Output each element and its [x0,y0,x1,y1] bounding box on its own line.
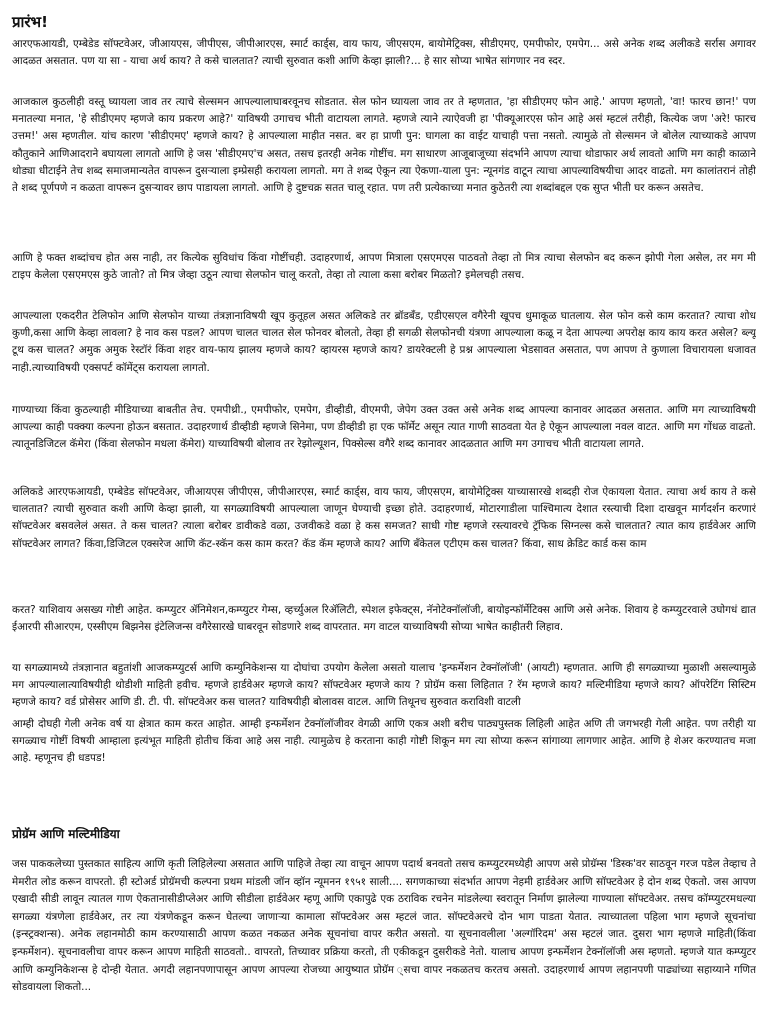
section-heading: प्रोग्रॅम आणि मल्टिमीडिया [12,827,120,841]
media-paragraph: गाण्याच्या किंवा कुठल्याही मीडियाच्या बाबतीत तेच. एमपीथ्री., एमपीफोर, एमपेग, डीव्हीडी, वीएमपी, जेपेग उक्त उक्त असे अनेक शब्द आपल्या कानावर आदळत असतात. आणि मग त्याच्याविषयी आपल्या काही पक्क्या कल्पना होऊन बसतात. उदाहरणार्थ डीव्हीडी म्हणजे सिनेमा, पण डीव्हीडी हा एक फॉर्मेट असून त्यात गाणी साठवता येत हे ऐकून आपल्याला नवल वाटत. आणि मग गोंधळ वाढतो. त्यातूनडिजिटल कॅमेरा (किंवा सेलफोन मधला कॅमेरा) याच्याविषयी बोलाव तर रेझोल्यूशन, पिक्सेल्स वगैरे शब्द कानावर आदळतात आणि मग उगाचच भीती वाटायला लागते. [12,404,756,451]
section-paragraph: जस पाककलेच्या पुस्तकात साहित्य आणि कृती लिहिलेल्या असतात आणि पाहिजे तेव्हा त्या वाचून आपण पदार्थ बनवतो तसच कम्प्युटरमध्येही आपण असे प्रोग्रॅम्स 'डिस्क'वर साठवून गरज पडेल तेव्हाच ते मेमरीत लोड करून वापरतो. ही स्टोअर्ड प्रोग्रॅमची कल्पना प्रथम मांडली जॉन व्हॉन न्यूमनन १९५१ साली.... सगणकाच्या संदर्भात आपण नेहमी हार्डवेअर आणि सॉफ्टवेअर हे दोन शब्द ऐकतो. जस आपण एखादी सीडी लावून त्यातल गाण ऐकतानासीडीप्लेअर आणि सीडीला हार्डवेअर म्हणू आणि एकापुढे एक ठराविक रचनेन मांडलेल्या स्वरातून निर्माण झालेल्या गाण्याला सॉफ्टवेअर. तसच कॉम्प्युटरमधल्या सगळ्या यंत्रणेला हार्डवेअर, तर त्या यंत्रणेकडून करून घेतल्या जाणाऱ्या कामाला सॉफ्टवेअर अस म्हटलं जात. सॉफ्टवेअरचे दोन भाग पाडता येतात. त्याच्यातला पहिला भाग म्हणजे सूचनांचा (इन्स्ट्रक्शन्स). अनेक लहानमोठी काम करण्यासाठी आपण कळत नकळत अनेक सूचनांचा वापर करीत असतो. या सूचनावलीला 'अल्गॉरिदम' अस म्हटलं जात. दुसरा भाग म्हणजे माहिती(किंवा इन्फर्मेशन). सूचनावलीचा वापर करून आपण माहिती साठवतो.. वापरतो, तिच्यावर प्रक्रिया करतो, ती एकीकडून दुसरीकडे नेतो. यालाच आपण इन्फर्मेशन टेक्नॉलॉजी अस म्हणतो. म्हणजे यात कम्प्युटर आणि कम्युनिकेशन्स हे दोन्ही येतात. अगदी लहानपणापासून आपण आपल्या रोजच्या आयुष्यात प्रोग्रॅम ्सचा वापर नकळतच करतच असतो. उदाहरणार्थ आपण लहानपणी पाढ्यांच्या सहाय्याने गणित सोडवायला शिकतो... [12,858,756,994]
intro-paragraph: आरएफआयडी, एम्बेडेड सॉफ्टवेअर, जीआयएस, जीपीएस, जीपीआरएस, स्मार्ट कार्ड्स, वाय फाय, जीएसएम, बायोमेट्रिक्स, सीडीएमए, एमपीफोर, एमपेग... असे अनेक शब्द अलीकडे सर्रास अगावर आदळत असतात. पण या सा - याचा अर्थ काय? ते कसे चालतात? त्याची सुरुवात कशी आणि केव्हा झाली?... हे सार सोप्या भाषेत सांगणार नव स्दर. [12,38,756,68]
it-paragraph: या सगळ्यामध्ये तंत्रज्ञानात बहुतांशी आजकम्प्युटर्स आणि कम्युनिकेशन्स या दोघांचा उपयोग केलेला असतो यालाच 'इन्फर्मेशन टेक्नॉलॉजी' (आयटी) म्हणतात. आणि ही सगळ्याच्या मुळाशी असल्यामुळे मग आपल्यालात्याविषयीही थोडीशी माहिती हवीच. म्हणजे हार्डवेअर म्हणजे काय? सॉफ्टवेअर म्हणजे काय ? प्रोग्रॅम कसा लिहितात ? रॅम म्हणजे काय? मल्टिमीडिया म्हणजे काय? ऑपरेटिंग सिस्टिम म्हणजे काय? वर्ड प्रोसेसर आणि डी. टी. पी. सॉफ्टवेअर कस चालत? याविषयीही बोलावस वाटल. आणि तिथूनच सुरुवात कराविशी वाटली [12,662,756,709]
salesman-paragraph: आजकाल कुठलीही वस्तू घ्यायला जाव तर त्याचे सेल्समन आपल्यालाघाबरवूनच सोडतात. सेल फोन घ्यायला जाव तर ते म्हणतात, 'हा सीडीएमए फोन आहे.' आपण म्हणतो, 'वा! फारच छान!' पण मनातल्या मनात, 'हे सीडीएमए म्हणजे काय प्रकरण आहे?' याविषयी उगाचच भीती वाटायला लागते. म्हणजे त्याने त्याऐवजी हा 'पीक्यूआरएस फोन आहे असं म्हटलं तरीही, कित्येक जण 'अरे! फारच उत्तम!' अस म्हणतील. यांच कारण 'सीडीएमए' म्हणजे काय? हे आपल्याला माहीत नसत. बर हा प्राणी पुन: घागला का वाईट याचाही पत्ता नसतो. त्यामुळे तो सेल्समन जे बोलेल त्याच्याकडे आपण कौतुकाने आणिआदराने बघायला लागतो आणि हे जस 'सीडीएमए'च असत, तसच इतरही अनेक गोष्टींच. मग साधारण आजूबाजूच्या संदर्भाने आपण त्याचा थोडाफार अर्थ लावतो आणि मग काही काळाने थोड्या धीटाईने तेच शब्द समाजमान्यतेत वापरून दुसऱ्याला इम्प्रेसही करायला लागतो. मग ते शब्द ऐकून त्या ऐकणा-याला पुन: न्यूनगंड वाटून त्याचा आपल्याविषयीचा आदर वाढतो. मग कालांतरानं तोही ते शब्द पूर्णपणे न कळता वापरून दुसऱ्यावर छाप पाडायला लागतो. आणि हे दुष्टचक्र सतत चालू रहात. पण तरी प्रत्येकाच्या मनात कुठेतरी त्या शब्दांबद्दल एक सुप्त भीती घर करून असतेच. [12,96,756,195]
computer-topics-paragraph: करत? याशिवाय असख्य गोष्टी आहेत. कम्प्युटर ॲनिमेशन,कम्प्युटर गेम्स, व्हर्च्युअल रिॲलिटी, स्पेशल इफेक्ट्स, नॅनोटेक्नॉलॉजी, बायोइन्फॉर्मेटिक्स आणि असे अनेक. शिवाय हे कम्प्युटरवाले उघोगधं द्यात ईआरपी सीआरएम, एस्सीएम बिझनेस इंटेलिजन्स वगैरेसारखे घाबरवून सोडणारे शब्द वापरतात. मग वाटल याच्याविषयी सोप्या भाषेत काहीतरी लिहाव. [12,604,756,634]
sms-paragraph: आणि हे फक्त शब्दांचच होत अस नाही, तर कित्येक सुविधांच किंवा गोष्टींचही. उदाहरणार्थ, आपण मित्राला एसएमएस पाठवतो तेव्हा तो मित्र त्याचा सेलफोन बद करून झोपी गेला असेल, तर मग मी टाइप केलेला एसएमएस कुठे जातो? तो मित्र जेव्हा उठून त्याचा सेलफोन चालू करतो, तेव्हा तो त्याला कसा बरोबर मिळतो? इमेलचही तसच. [12,252,756,282]
technology-terms-paragraph: अलिकडे आरएफआयडी, एम्बेडेड सॉफ्टवेअर, जीआयएस जीपीएस, जीपीआरएस, स्मार्ट कार्ड्स, वाय फाय, जीएसएम, बायोमेट्रिक्स याच्यासारखे शब्दही रोज ऐकायला येतात. त्याचा अर्थ काय ते कसे चालतात? त्याची सुरुवात कशी आणि केव्हा झाली, या सगळ्याविषयी आपल्याला जाणून घेण्याची इच्छा होते. उदाहरणार्थ, मोटारगाडीला पाश्चिमात्य देशात रस्त्याची दिशा दाखवून मार्गदर्शन करणारं सॉफ्टवेअर बसवलेलं असत. ते कस चालत? त्याला बरोबर डावीकडे वळा, उजवीकडे वळा हे कस समजत? साधी गोष्ट म्हणजे रस्त्यावरचे ट्रॅफिक सिग्नल्स कसे चालतात? त्यात काय हार्डवेअर आणि सॉफ्टवेअर लागत? किंवा,डिजिटल एक्सरेज आणि कॅट-स्कॅन कस काम करत? कॅड कॅम म्हणजे काय? आणि बँकेतल एटीएम कस चालत? किंवा, साध क्रेडिट कार्ड कस काम [12,486,756,550]
telephone-paragraph: आपल्याला एकदरीत टेलिफोन आणि सेलफोन याच्या तंत्रज्ञानाविषयी खूप कुतूहल असत अलिकडे तर ब्रॉडबँड, एडीएसएल वगैरेनी खूपच धुमाकूळ घातलाय. सेल फोन कसे काम करतात? त्याचा शोध कुणी,कसा आणि केव्हा लावला? हे नाव कस पडल? आपण चालत चालत सेल फोनवर बोलतो, तेव्हा ही सगळी सेलफोनची यंत्रणा आपल्याला कळू न देता आपल्या अपरोक्ष काय काय करत असेल? ब्ल्यू टूथ कस चालत? अमुक अमुक रेस्टॉरं किंवा शहर वाय-फाय झालय म्हणजे काय? व्हायरस म्हणजे काय? डायरेक्टली हे प्रश्न आपल्याला भेडसावत असतात, पण आपण ते कुणाला विचारायला धजावत नाही.त्याच्याविषयी एक्सपर्ट कॉमेंट्स करायला लागतो. [12,310,756,374]
page-heading: प्रारंभ! [12,13,48,31]
authors-paragraph: आम्ही दोघही गेली अनेक वर्ष या क्षेत्रात काम करत आहोत. आम्ही इन्फर्मेशन टेक्नॉलॉजीवर वेगळी आणि एकत्र अशी बरीच पाठ्यपुस्तक लिहिली आहेत अणि ती जगभरही गेली आहेत. पण तरीही या सगळ्याच गोष्टीं विषयी आम्हाला इत्यंभूत माहिती होतीच किंवा आहे अस नाही. त्यामुळेच हे करताना काही गोष्टी शिकून मग त्या सोप्या करून सांगाव्या लागणार आहेत. आणि हे शेअर करण्यातच मजा आहे. म्हणूनच ही धडपड! [12,718,756,765]
